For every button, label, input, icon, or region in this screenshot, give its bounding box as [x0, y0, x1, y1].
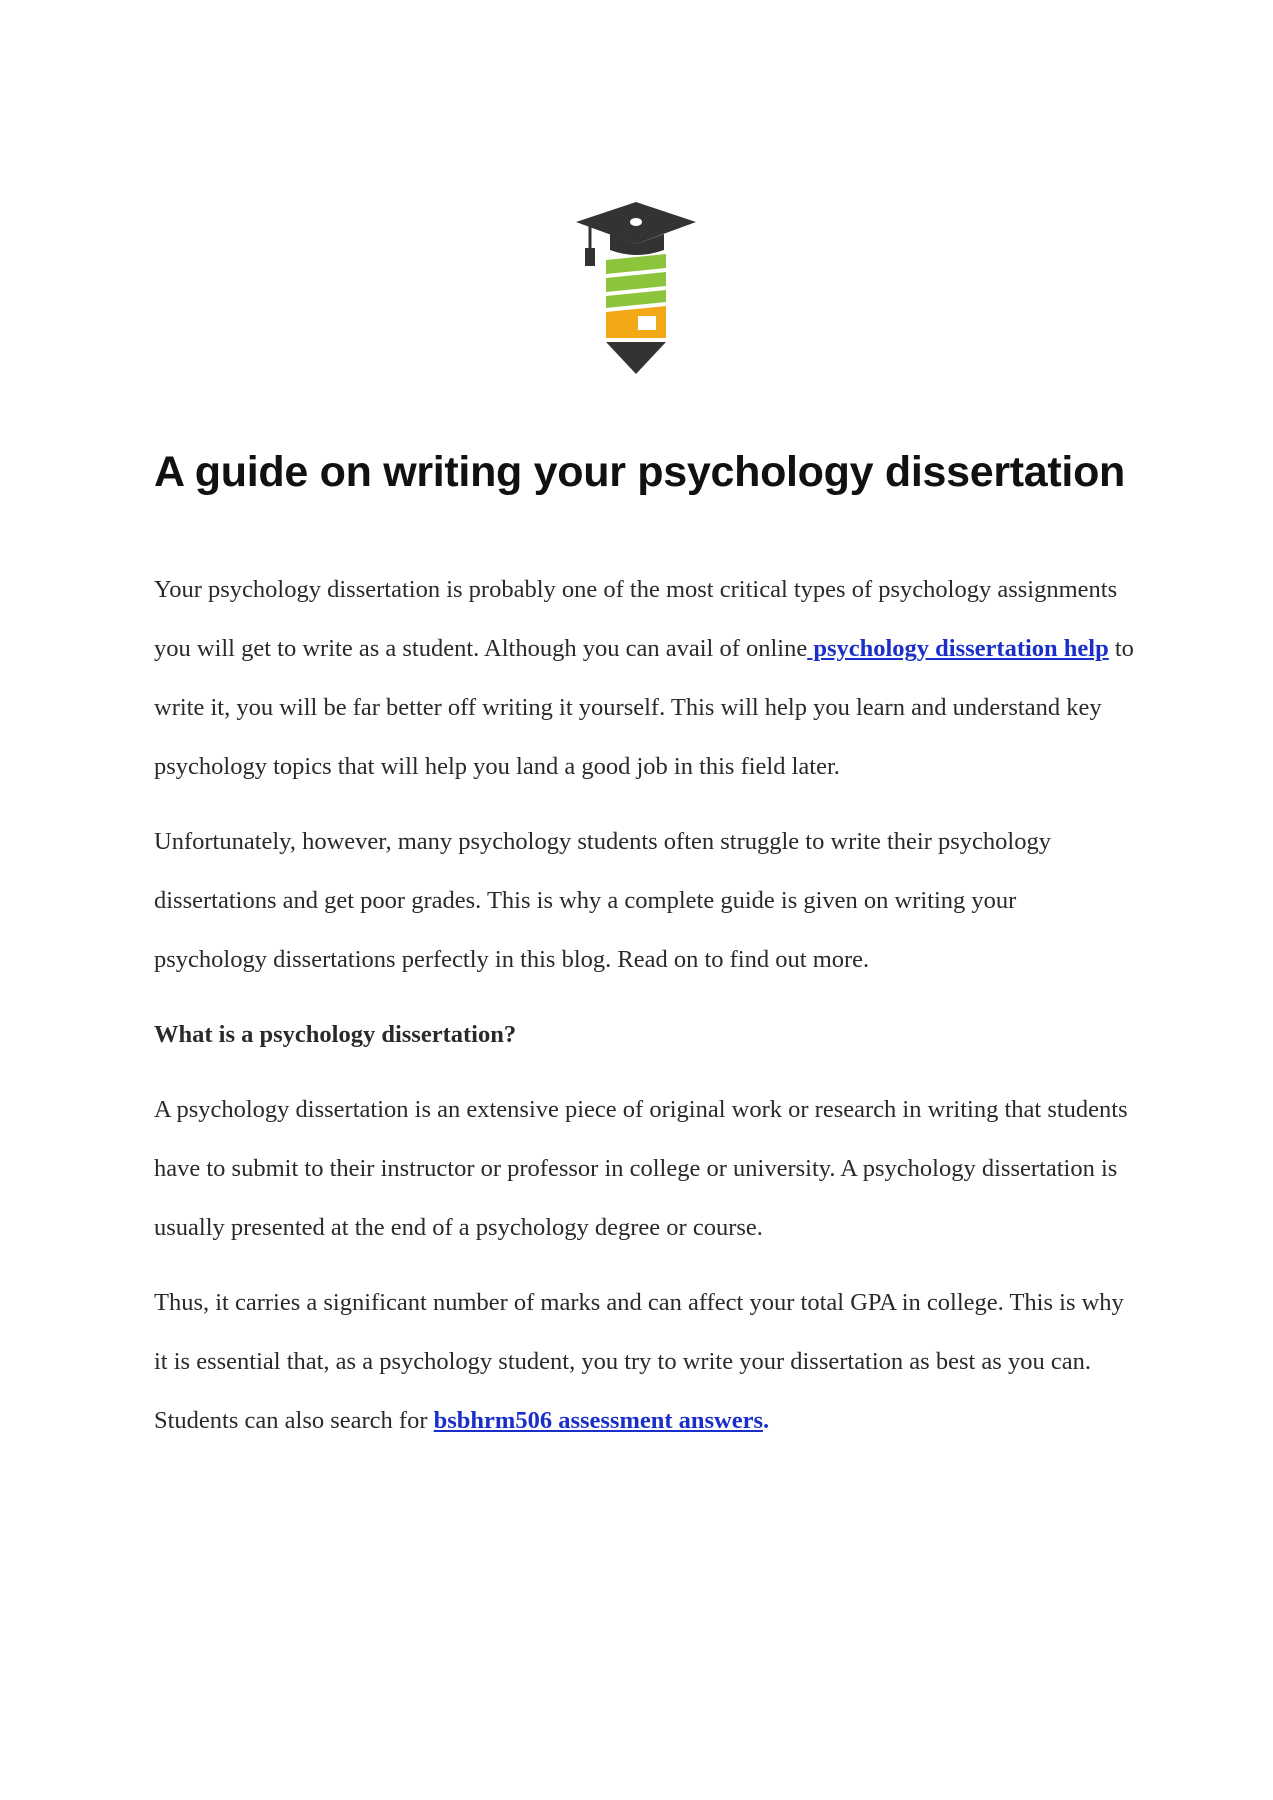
paragraph-importance: [154, 1273, 1134, 1450]
green-book-1: [606, 254, 666, 274]
graduation-cap-pencil-books-logo: [572, 198, 700, 376]
page-title: A guide on writing your psychology dissertation: [154, 448, 1125, 496]
green-book-2: [606, 272, 666, 292]
bsbhrm506-assessment-answers-link[interactable]: bsbhrm506 assessment answers: [433, 1407, 764, 1434]
paragraph-importance-text-before: Thus, it carries a significant number of marks and can affect your total GPA in college. This is why it is essential that, as a psychology student, you try to write your dissertation as best as you can. Students can also search for: [154, 1289, 1124, 1434]
orange-book: [606, 306, 666, 338]
paragraph-intro-text-before: Your psychology dissertation is probably one of the most critical types of psychology assignments you will get to write as a student. Although you can avail of online: [154, 576, 1118, 662]
section-heading-what-is: What is a psychology dissertation?: [154, 1021, 517, 1048]
paragraph-struggle: Unfortunately, however, many psychology students often struggle to write their psychology dissertations and get poor grades. This is why a complete guide is given on writing your psychology dissertations perfectly in this blog. Read on to find out more.: [154, 828, 1051, 973]
pencil-tip: [606, 342, 666, 374]
paragraph-intro: [154, 560, 1134, 796]
paragraph-importance-text-after: .: [763, 1407, 770, 1434]
mortarboard-button: [630, 218, 642, 226]
paragraph-definition: A psychology dissertation is an extensive piece of original work or research in writing that students have to submit to their instructor or professor in college or university. A psychology dissertation is usually presented at the end of a psychology degree or course.: [154, 1096, 1128, 1241]
green-book-3: [606, 290, 666, 308]
article-body: [154, 560, 1134, 1466]
orange-book-label: [638, 316, 656, 330]
psychology-dissertation-help-link[interactable]: psychology dissertation help: [807, 635, 1109, 662]
tassel-end: [585, 248, 595, 266]
paragraph-intro-text-after: to write it, you will be far better off writing it yourself. This will help you learn and understand key psychology topics that will help you land a good job in this field later.: [154, 635, 1134, 780]
